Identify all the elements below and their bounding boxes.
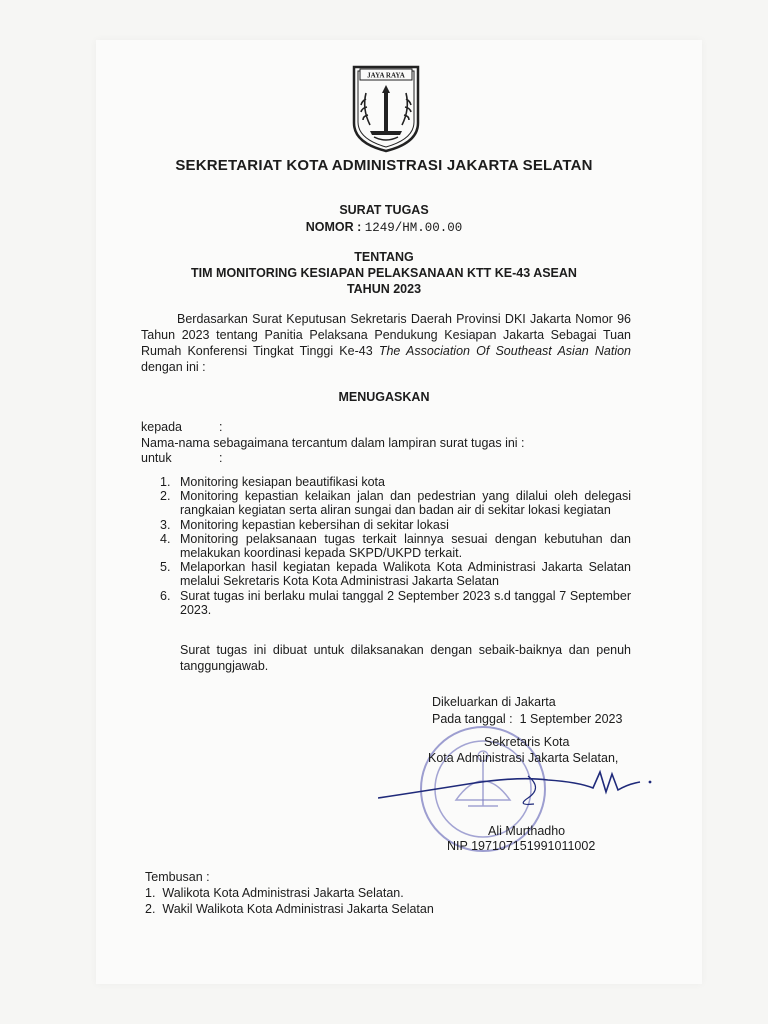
signer-position-2: Kota Administrasi Jakarta Selatan, [428, 751, 619, 765]
kepada-label-row [141, 420, 223, 434]
list-item: 3. Monitoring kepastian kebersihan di sekitar lokasi [160, 517, 449, 532]
list-item: 5. Melaporkan hasil kegiatan kepada Walikota Kota Administrasi Jakarta Selatan melalui Sekretaris Kota Kota Administrasi Jakarta Selatan [160, 560, 631, 589]
list-item: 6. Surat tugas ini berlaku mulai tanggal 2 September 2023 s.d tanggal 7 September 2023. [160, 588, 631, 617]
about-label: TENTANG [354, 250, 414, 264]
instruction-title: MENUGASKAN [338, 390, 430, 404]
basis-text: Berdasarkan Surat Keputusan Sekretaris Daerah Provinsi DKI Jakarta Nomor 96 Tahun 2023 tentang Panitia Pelaksana Pendukung Kesiapan Jakarta Sebagai Tuan Rumah Konferensi Tingkat Tinggi Ke-43 [141, 312, 631, 358]
organization-title: SEKRETARIAT KOTA ADMINISTRASI JAKARTA SELATAN [175, 157, 593, 174]
jakarta-emblem-icon [348, 63, 424, 153]
task-list [160, 475, 631, 617]
signer-name: Ali Murthadho [488, 824, 566, 838]
handwritten-signature-icon [378, 758, 658, 818]
list-item: 4. Monitoring pelaksanaan tugas terkait lainnya sesuai dengan kebutuhan dan melakukan koordinasi kepada SKPD/UKPD terkait. [160, 531, 631, 561]
kepada-label: kepada [141, 420, 183, 434]
kepada-colon: : [219, 420, 223, 434]
document-year: TAHUN 2023 [346, 282, 422, 296]
cc-title: Tembusan : [145, 870, 210, 884]
basis-text-end: dengan ini : [141, 360, 206, 374]
basis-paragraph [141, 311, 631, 375]
date-value: 1 September 2023 [519, 712, 623, 726]
untuk-colon: : [219, 451, 223, 465]
date-label: Pada tanggal : [432, 712, 513, 726]
emblem-motto: JAYA RAYA [367, 71, 405, 80]
list-item: 1. Monitoring kesiapan beautifikasi kota [160, 475, 385, 489]
kepada-value: Nama-nama sebagaimana tercantum dalam lampiran surat tugas ini : [141, 436, 525, 450]
number-label: NOMOR : [305, 220, 362, 234]
untuk-label-row [141, 451, 223, 465]
document-number [0, 220, 768, 235]
document-type: SURAT TUGAS [339, 203, 429, 217]
closing-paragraph: Surat tugas ini dibuat untuk dilaksanakan dengan sebaik-baiknya dan penuh tanggungjawab. [180, 643, 631, 673]
number-value: 1249/HM.00.00 [364, 221, 463, 235]
list-item: 2. Monitoring kepastian kelaikan jalan dan pedestrian yang dilalui oleh delegasi rangkaian kegiatan serta aliran sungai dan badan air di sekitar lokasi kegiatan [160, 489, 631, 518]
basis-italic-text: The Association Of Southeast Asian Nation [378, 344, 631, 358]
list-item: 1. Walikota Kota Administrasi Jakarta Selatan. [145, 886, 404, 900]
untuk-label: untuk [141, 451, 172, 465]
signer-nip: NIP 197107151991011002 [447, 839, 596, 853]
issued-at: Dikeluarkan di Jakarta [432, 695, 556, 709]
signer-position-1: Sekretaris Kota [484, 735, 570, 749]
document-subject: TIM MONITORING KESIAPAN PELAKSANAAN KTT KE-43 ASEAN [191, 266, 577, 280]
list-item: 2. Wakil Walikota Kota Administrasi Jakarta Selatan [145, 902, 434, 916]
